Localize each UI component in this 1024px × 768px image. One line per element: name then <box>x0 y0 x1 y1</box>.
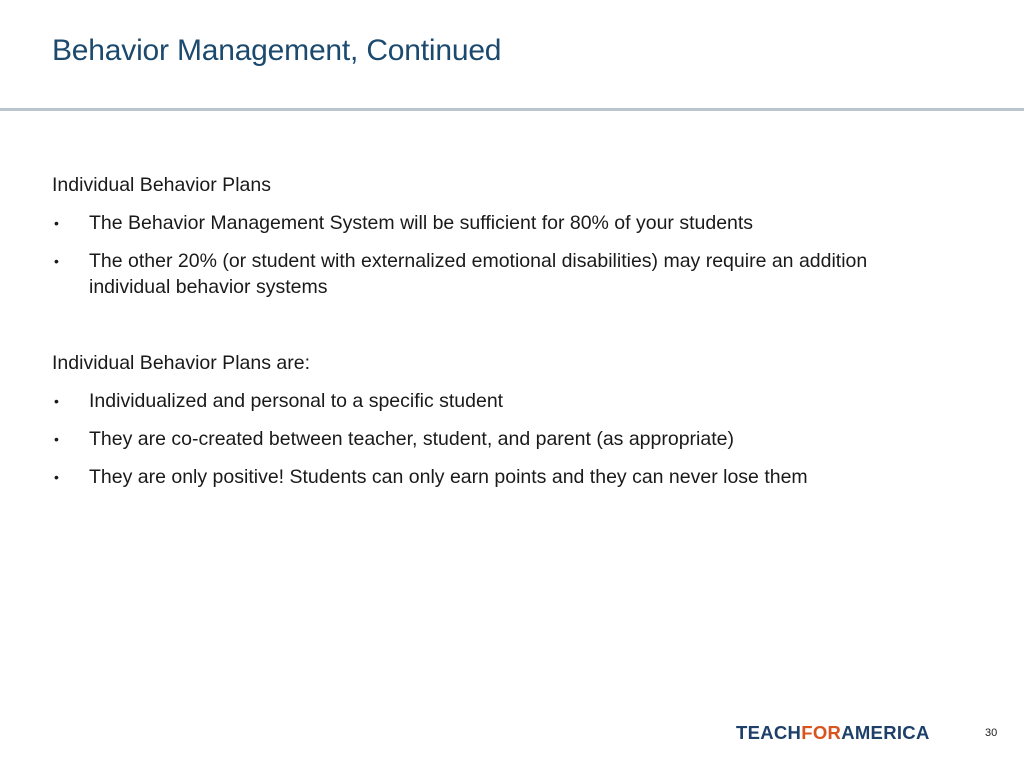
section-plans-are <box>52 350 952 490</box>
section-spacer <box>52 312 952 350</box>
bullet-text: Individualized and personal to a specific student <box>89 390 504 412</box>
title-divider <box>0 108 1024 111</box>
logo-part-america: AMERICA <box>841 722 930 743</box>
bullet-text: The other 20% (or student with externalized emotional disabilities) may require an addition individual behavior systems <box>89 250 868 298</box>
section-heading: Individual Behavior Plans are: <box>52 352 310 374</box>
bullet-icon: • <box>54 393 59 409</box>
bullet-list <box>52 388 952 490</box>
slide-body <box>52 172 952 502</box>
bullet-item <box>52 210 952 236</box>
bullet-item <box>52 426 952 452</box>
bullet-item <box>52 388 952 414</box>
bullet-text: They are only positive! Students can only earn points and they can never lose them <box>89 466 808 488</box>
teach-for-america-logo <box>736 722 930 744</box>
bullet-icon: • <box>54 215 59 231</box>
bullet-icon: • <box>54 431 59 447</box>
logo-part-teach: TEACH <box>736 722 802 743</box>
bullet-item <box>52 248 952 300</box>
slide-title: Behavior Management, Continued <box>52 34 502 67</box>
page-number: 30 <box>985 727 998 739</box>
bullet-item <box>52 464 952 490</box>
bullet-icon: • <box>54 253 59 269</box>
bullet-list <box>52 210 952 300</box>
section-heading: Individual Behavior Plans <box>52 174 271 196</box>
section-individual-behavior-plans <box>52 172 952 300</box>
bullet-text: They are co-created between teacher, student, and parent (as appropriate) <box>89 428 734 450</box>
bullet-text: The Behavior Management System will be sufficient for 80% of your students <box>89 212 754 234</box>
bullet-icon: • <box>54 469 59 485</box>
logo-part-for: FOR <box>801 722 842 743</box>
